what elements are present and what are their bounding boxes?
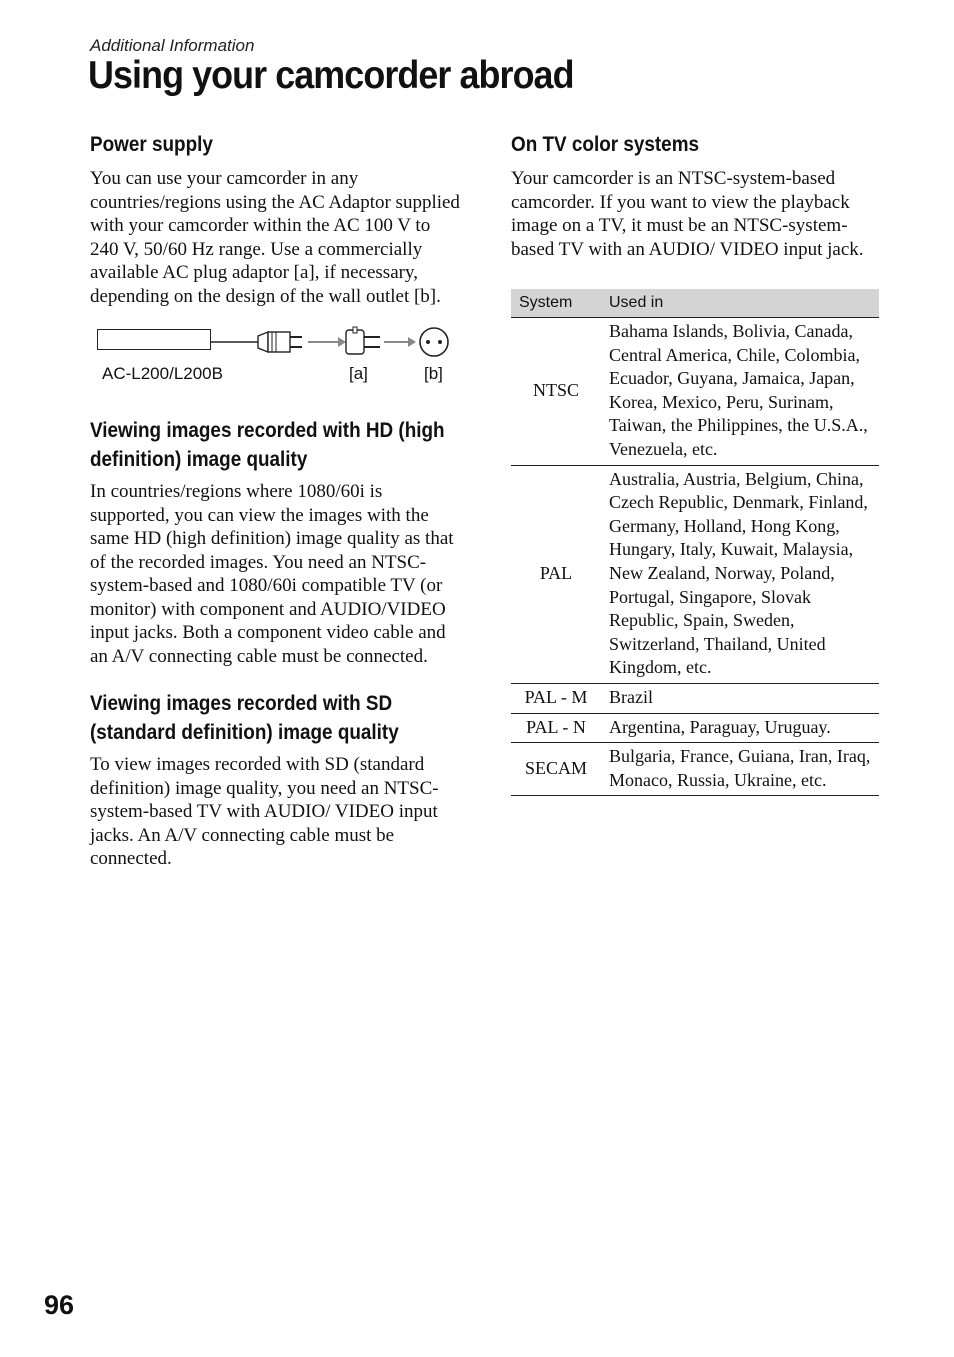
arrow-icon bbox=[384, 337, 416, 347]
label-b: [b] bbox=[424, 364, 443, 383]
system-cell: NTSC bbox=[511, 318, 601, 466]
table-row bbox=[511, 318, 879, 466]
wall-outlet-icon bbox=[420, 328, 448, 356]
used-in-cell: Brazil bbox=[601, 683, 879, 713]
tv-systems-heading: On TV color systems bbox=[511, 133, 700, 156]
column-header-system: System bbox=[511, 289, 601, 318]
sd-section-heading: Viewing images recorded with SD (standard definition) image quality bbox=[90, 692, 399, 744]
arrow-icon bbox=[308, 337, 346, 347]
label-a: [a] bbox=[349, 364, 368, 383]
page-title: Using your camcorder abroad bbox=[88, 54, 574, 97]
table-row bbox=[511, 743, 879, 796]
tv-systems-table bbox=[511, 289, 879, 796]
page-number: 96 bbox=[44, 1290, 75, 1320]
power-supply-body: You can use your camcorder in any countries/regions using the AC Adaptor supplied with your camcorder within the AC 100 V to 240 V, 50/60 Hz range. Use a commercially available AC plug adaptor [a], if necessary, depending on the design of the wall outlet [b]. bbox=[90, 168, 460, 307]
table-row bbox=[511, 683, 879, 713]
plug-adaptor-diagram bbox=[90, 308, 460, 396]
system-cell: SECAM bbox=[511, 743, 601, 796]
table-header-row bbox=[511, 289, 879, 318]
used-in-cell: Argentina, Paraguay, Uruguay. bbox=[601, 713, 879, 743]
used-in-cell: Bahama Islands, Bolivia, Canada, Central America, Chile, Colombia, Ecuador, Guyana, Jamaica, Japan, Korea, Mexico, Peru, Surinam, Taiwan, the Philippines, the U.S.A., Venezuela, etc. bbox=[601, 318, 879, 466]
system-cell: PAL - N bbox=[511, 713, 601, 743]
plug-adaptor-icon bbox=[346, 327, 380, 354]
column-header-used-in: Used in bbox=[601, 289, 879, 318]
hd-section-body: In countries/regions where 1080/60i is supported, you can view the images with the same HD (high definition) image quality as that of the recorded images. You need an NTSC-system-based and 1080/60i compatible TV (or monitor) with component and AUDIO/VIDEO input jacks. Both a component video cable and an A/V connecting cable must be connected. bbox=[90, 481, 454, 667]
table-row bbox=[511, 465, 879, 683]
left-column bbox=[90, 130, 460, 871]
power-supply-heading: Power supply bbox=[90, 133, 213, 156]
ac-plug-icon bbox=[258, 332, 302, 352]
used-in-cell: Australia, Austria, Belgium, China, Czech Republic, Denmark, Finland, Germany, Holland, Hong Kong, Hungary, Italy, Kuwait, Malaysia, New Zealand, Norway, Poland, Portugal, Singapore, Slovak Republic, Spain, Sweden, Switzerland, Thailand, United Kingdom, etc. bbox=[601, 465, 879, 683]
table-row bbox=[511, 713, 879, 743]
system-cell: PAL - M bbox=[511, 683, 601, 713]
adaptor-model-label: AC-L200/L200B bbox=[102, 364, 223, 383]
system-cell: PAL bbox=[511, 465, 601, 683]
right-column bbox=[511, 130, 879, 796]
sd-section-body: To view images recorded with SD (standard definition) image quality, you need an NTSC-system-based TV with AUDIO/ VIDEO input jacks. An A/V connecting cable must be connected. bbox=[90, 754, 439, 869]
hd-section-heading: Viewing images recorded with HD (high definition) image quality bbox=[90, 419, 445, 471]
used-in-cell: Bulgaria, France, Guiana, Iran, Iraq, Monaco, Russia, Ukraine, etc. bbox=[601, 743, 879, 796]
tv-systems-body: Your camcorder is an NTSC-system-based camcorder. If you want to view the playback image on a TV, it must be an NTSC-system-based TV with an AUDIO/ VIDEO input jack. bbox=[511, 168, 864, 260]
section-label: Additional Information bbox=[90, 36, 255, 55]
